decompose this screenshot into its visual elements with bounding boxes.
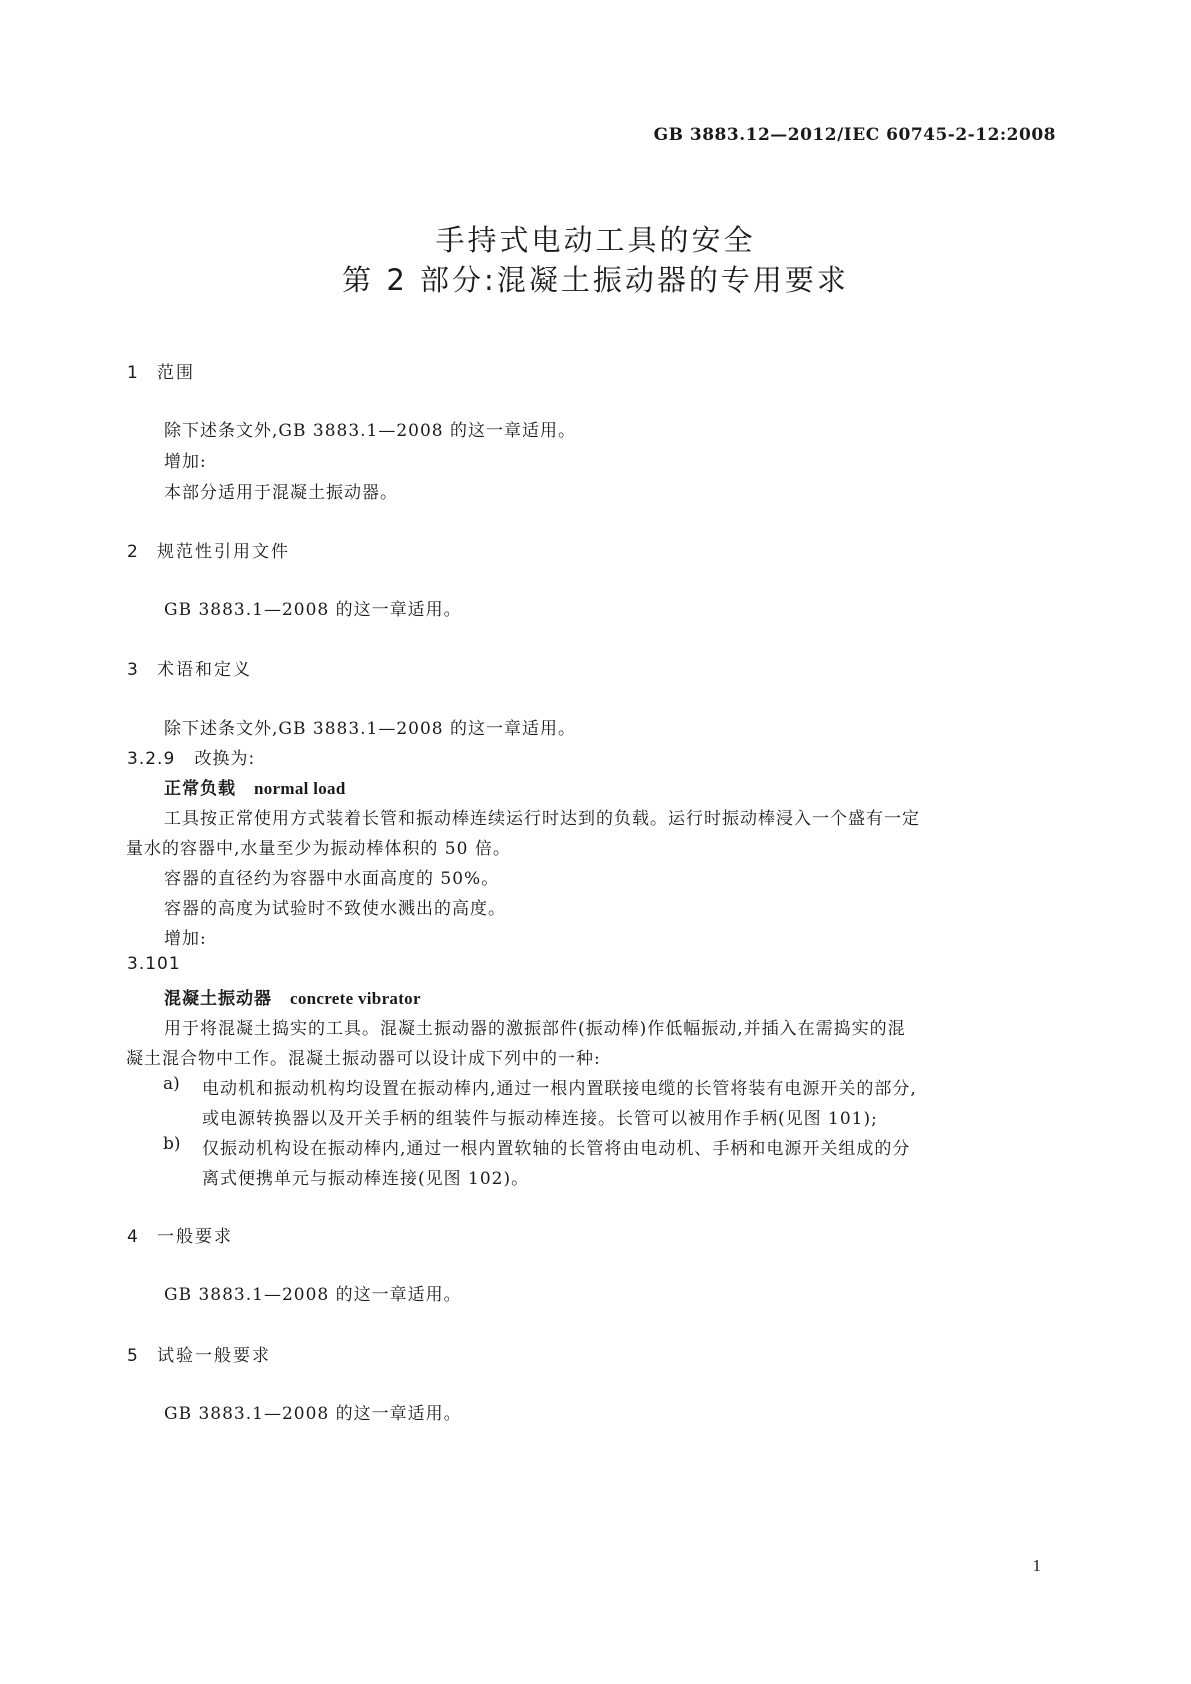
term-normal-load: [164, 774, 346, 799]
section-title: 术语和定义: [157, 660, 252, 680]
section-1-heading: [127, 358, 195, 383]
clause-3-2-9: [127, 744, 255, 769]
paragraph: GB 3883.1—2008 的这一章适用。: [164, 600, 462, 620]
term-zh: 正常负载: [164, 779, 236, 799]
definition-line: 量水的容器中,水量至少为振动棒体积的 50 倍。: [126, 839, 511, 859]
list-marker-a: a): [163, 1074, 180, 1094]
definition-line: 用于将混凝土捣实的工具。混凝土振动器的激振部件(振动棒)作低幅振动,并插入在需捣实的混: [164, 1019, 906, 1039]
section-number: 5: [127, 1346, 138, 1366]
standard-number: GB 3883.12—2012/IEC 60745-2-12:2008: [653, 125, 1056, 145]
list-item-a-line: 电动机和振动机构均设置在振动棒内,通过一根内置联接电缆的长管将装有电源开关的部分,: [202, 1079, 917, 1099]
paragraph: 增加:: [164, 452, 207, 472]
paragraph: 容器的高度为试验时不致使水溅出的高度。: [164, 899, 506, 919]
list-item-b-line: 离式便携单元与振动棒连接(见图 102)。: [202, 1169, 530, 1189]
title-line-1: 手持式电动工具的安全: [435, 223, 756, 257]
section-2-heading: [127, 537, 290, 562]
section-5-heading: [127, 1341, 271, 1366]
section-number: 3: [127, 660, 138, 680]
paragraph: 容器的直径约为容器中水面高度的 50%。: [164, 869, 500, 889]
definition-line: 工具按正常使用方式装着长管和振动棒连续运行时达到的负载。运行时振动棒浸入一个盛有一定: [164, 809, 920, 829]
clause-text: 改换为:: [194, 749, 256, 769]
term-en: concrete vibrator: [290, 989, 421, 1008]
paragraph: 除下述条文外,GB 3883.1—2008 的这一章适用。: [164, 719, 577, 739]
section-title: 试验一般要求: [157, 1346, 271, 1366]
section-title: 范围: [157, 363, 195, 383]
clause-3-101: 3.101: [127, 954, 181, 974]
paragraph: 除下述条文外,GB 3883.1—2008 的这一章适用。: [164, 421, 577, 441]
section-title: 一般要求: [157, 1227, 233, 1247]
paragraph: GB 3883.1—2008 的这一章适用。: [164, 1404, 462, 1424]
section-4-heading: [127, 1222, 233, 1247]
section-3-heading: [127, 655, 252, 680]
list-item-a-line: 或电源转换器以及开关手柄的组装件与振动棒连接。长管可以被用作手柄(见图 101);: [202, 1109, 878, 1129]
term-concrete-vibrator: [164, 984, 421, 1009]
term-zh: 混凝土振动器: [164, 989, 272, 1009]
section-number: 4: [127, 1227, 138, 1247]
paragraph: 本部分适用于混凝土振动器。: [164, 483, 398, 503]
list-marker-b: b): [163, 1134, 181, 1154]
page-number: 1: [1032, 1556, 1041, 1575]
definition-line: 凝土混合物中工作。混凝土振动器可以设计成下列中的一种:: [126, 1049, 601, 1069]
section-title: 规范性引用文件: [157, 542, 290, 562]
title-line-2: 第 2 部分:混凝土振动器的专用要求: [342, 263, 849, 297]
paragraph: GB 3883.1—2008 的这一章适用。: [164, 1285, 462, 1305]
term-en: normal load: [254, 779, 346, 798]
clause-number: 3.2.9: [127, 749, 176, 769]
section-number: 2: [127, 542, 138, 562]
section-number: 1: [127, 363, 138, 383]
list-item-b-line: 仅振动机构设在振动棒内,通过一根内置软轴的长管将由电动机、手柄和电源开关组成的分: [202, 1139, 911, 1159]
paragraph: 增加:: [164, 929, 207, 949]
